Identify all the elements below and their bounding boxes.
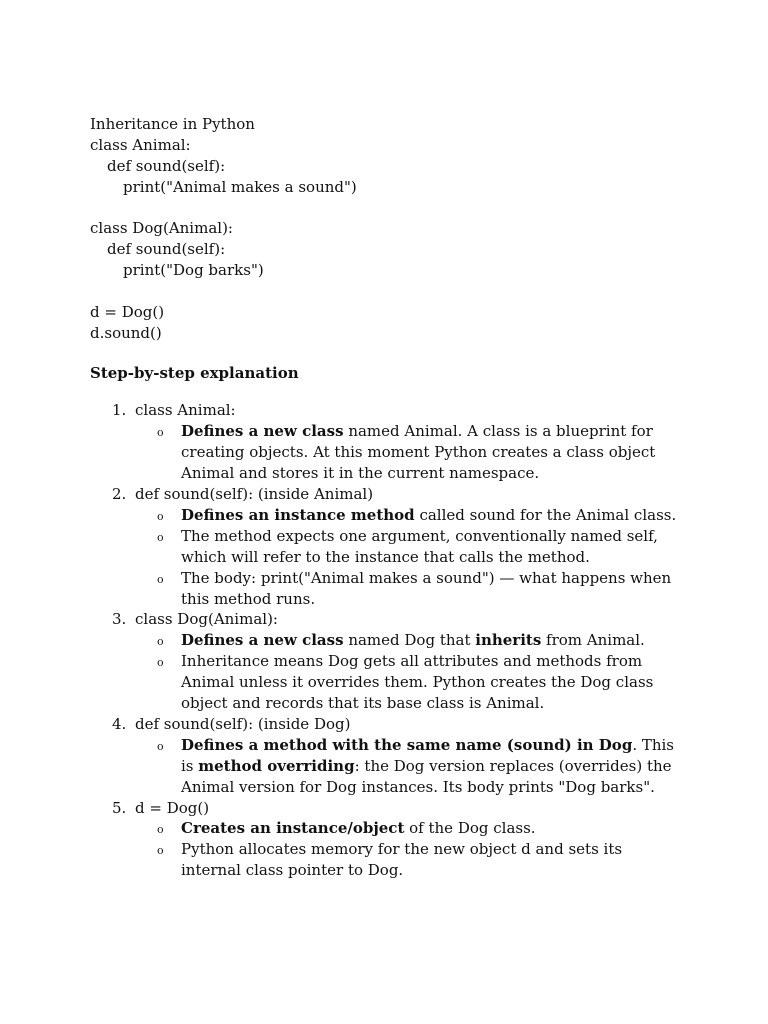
step-bullet bbox=[181, 818, 681, 839]
bullet-text: Inheritance means Dog gets all attributes and methods from Animal unless it overrides them. Python creates the Dog class object and records that its base class is Animal. bbox=[181, 652, 654, 712]
bullet-icon: o bbox=[157, 531, 164, 544]
step-bullet bbox=[181, 505, 681, 526]
step-bullet bbox=[181, 526, 681, 568]
bold-text: Creates an instance/object bbox=[181, 819, 405, 837]
bullet-text: . This is bbox=[181, 736, 675, 775]
step-number: 4. bbox=[112, 715, 127, 733]
bold-text: Defines a new class bbox=[181, 422, 344, 440]
bold-text: Defines a method with the same name (sound) in Dog bbox=[181, 736, 633, 754]
bullet-icon: o bbox=[157, 426, 164, 439]
step-label: class Dog(Animal): bbox=[135, 610, 278, 628]
code-line: class Animal: bbox=[90, 136, 191, 154]
step-label: d = Dog() bbox=[135, 799, 210, 817]
bullet-icon: o bbox=[157, 740, 164, 753]
bold-text: inherits bbox=[475, 631, 542, 649]
bullet-text: called sound for the Animal class. bbox=[414, 506, 677, 524]
code-line: d.sound() bbox=[90, 324, 162, 342]
step-bullet bbox=[181, 630, 681, 651]
bullet-text: Python allocates memory for the new object d and sets its internal class pointer to Dog. bbox=[181, 840, 623, 879]
code-line: class Dog(Animal): bbox=[90, 219, 233, 237]
bullet-icon: o bbox=[157, 635, 164, 648]
step-label: def sound(self): (inside Animal) bbox=[135, 485, 374, 503]
code-line: d = Dog() bbox=[90, 303, 165, 321]
bullet-text: of the Dog class. bbox=[404, 819, 536, 837]
bullet-icon: o bbox=[157, 656, 164, 669]
bold-text: Defines an instance method bbox=[181, 506, 415, 524]
code-line: print("Animal makes a sound") bbox=[123, 178, 357, 196]
step-bullet bbox=[181, 421, 681, 484]
bullet-text: : the Dog version replaces (overrides) the Animal version for Dog instances. Its body prints "Dog barks". bbox=[181, 757, 672, 796]
step-number: 2. bbox=[112, 485, 127, 503]
bullet-text: The method expects one argument, conventionally named self, which will refer to the instance that calls the method. bbox=[181, 527, 658, 566]
bullet-text: from Animal. bbox=[541, 631, 645, 649]
step-bullet bbox=[181, 568, 681, 610]
code-title: Inheritance in Python bbox=[90, 115, 255, 133]
step-label: class Animal: bbox=[135, 401, 236, 419]
bullet-icon: o bbox=[157, 823, 164, 836]
bullet-icon: o bbox=[157, 510, 164, 523]
bullet-text: named Dog that bbox=[343, 631, 476, 649]
step-bullet bbox=[181, 735, 681, 798]
code-line: print("Dog barks") bbox=[123, 261, 264, 279]
step-number: 5. bbox=[112, 799, 127, 817]
step-number: 1. bbox=[112, 401, 127, 419]
code-line: def sound(self): bbox=[107, 157, 226, 175]
bold-text: Defines a new class bbox=[181, 631, 344, 649]
bullet-icon: o bbox=[157, 573, 164, 586]
step-bullet bbox=[181, 839, 681, 881]
bullet-text: named Animal. A class is a blueprint for creating objects. At this moment Python creates a class object Animal and stores it in the current namespace. bbox=[181, 422, 656, 482]
bold-text: method overriding bbox=[198, 757, 355, 775]
step-number: 3. bbox=[112, 610, 127, 628]
code-line: def sound(self): bbox=[107, 240, 226, 258]
section-heading: Step-by-step explanation bbox=[90, 364, 299, 382]
step-label: def sound(self): (inside Dog) bbox=[135, 715, 351, 733]
bullet-text: The body: print("Animal makes a sound") — what happens when this method runs. bbox=[181, 569, 672, 608]
bullet-icon: o bbox=[157, 844, 164, 857]
step-bullet bbox=[181, 651, 681, 714]
